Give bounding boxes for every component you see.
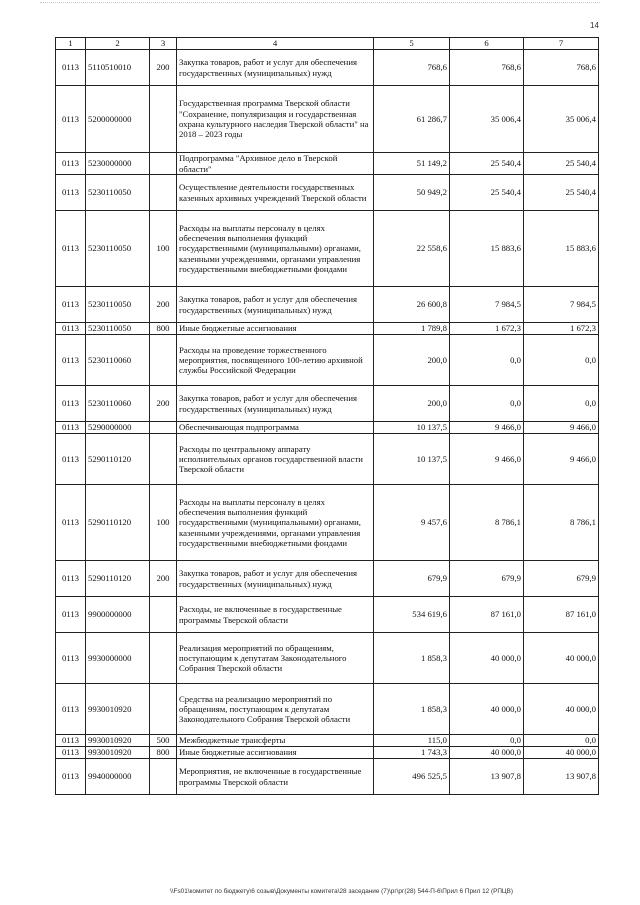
target-code-cell: 9930010920 [86, 684, 150, 735]
section-code-cell: 0113 [56, 287, 86, 323]
section-code-cell: 0113 [56, 153, 86, 175]
expense-type-cell [150, 597, 177, 633]
table-row [56, 287, 599, 323]
target-code-cell: 5230110060 [86, 386, 150, 422]
amount-cell: 87 161,0 [524, 597, 599, 633]
section-code-cell: 0113 [56, 747, 86, 759]
amount-cell: 200,0 [374, 335, 450, 386]
item-name-cell: Иные бюджетные ассигнования [177, 323, 374, 335]
expense-type-cell [150, 633, 177, 684]
target-code-cell: 5290110120 [86, 561, 150, 597]
column-header: 2 [86, 38, 150, 50]
expense-type-cell: 100 [150, 211, 177, 287]
target-code-cell: 5230110050 [86, 211, 150, 287]
amount-cell: 768,6 [374, 50, 450, 86]
amount-cell: 0,0 [450, 386, 524, 422]
table-row [56, 633, 599, 684]
table-row [56, 335, 599, 386]
section-code-cell: 0113 [56, 211, 86, 287]
amount-cell: 40 000,0 [524, 684, 599, 735]
table-row [56, 597, 599, 633]
amount-cell: 9 466,0 [524, 422, 599, 434]
table-row [56, 211, 599, 287]
amount-cell: 13 907,8 [524, 759, 599, 795]
amount-cell: 0,0 [524, 735, 599, 747]
amount-cell: 9 457,6 [374, 485, 450, 561]
amount-cell: 9 466,0 [524, 434, 599, 485]
expense-type-cell [150, 684, 177, 735]
target-code-cell: 5230110050 [86, 287, 150, 323]
amount-cell: 40 000,0 [450, 684, 524, 735]
item-name-cell: Подпрограмма "Архивное дело в Тверской области" [177, 153, 374, 175]
section-code-cell: 0113 [56, 684, 86, 735]
expense-type-cell [150, 422, 177, 434]
target-code-cell: 5290000000 [86, 422, 150, 434]
section-code-cell: 0113 [56, 597, 86, 633]
item-name-cell: Обеспечивающая подпрограмма [177, 422, 374, 434]
table-body [56, 50, 599, 795]
expense-type-cell [150, 759, 177, 795]
amount-cell: 25 540,4 [450, 175, 524, 211]
table-row [56, 759, 599, 795]
footer-file-path: \\Fs01\комитет по бюджету\6 созыв\Документы комитета\28 заседание (7)\рг\рг(28) 544-П-6\Прил 6 Прил 12 (РПЦВ) [170, 888, 514, 895]
target-code-cell: 5290110120 [86, 485, 150, 561]
column-header: 7 [524, 38, 599, 50]
amount-cell: 7 984,5 [524, 287, 599, 323]
expense-type-cell: 200 [150, 386, 177, 422]
item-name-cell: Закупка товаров, работ и услуг для обеспечения государственных (муниципальных) нужд [177, 50, 374, 86]
amount-cell: 1 858,3 [374, 633, 450, 684]
target-code-cell: 5200000000 [86, 86, 150, 153]
target-code-cell: 5230110060 [86, 335, 150, 386]
item-name-cell: Закупка товаров, работ и услуг для обеспечения государственных (муниципальных) нужд [177, 287, 374, 323]
target-code-cell: 9930000000 [86, 633, 150, 684]
table-row [56, 747, 599, 759]
item-name-cell: Мероприятия, не включенные в государственные программы Тверской области [177, 759, 374, 795]
target-code-cell: 5110510010 [86, 50, 150, 86]
item-name-cell: Межбюджетные трансферты [177, 735, 374, 747]
expense-type-cell [150, 153, 177, 175]
amount-cell: 0,0 [450, 335, 524, 386]
expense-type-cell: 200 [150, 561, 177, 597]
amount-cell: 61 286,7 [374, 86, 450, 153]
item-name-cell: Средства на реализацию мероприятий по обращениям, поступающим к депутатам Законодательного Собрания Тверской области [177, 684, 374, 735]
expense-type-cell: 800 [150, 747, 177, 759]
amount-cell: 9 466,0 [450, 434, 524, 485]
amount-cell: 0,0 [524, 335, 599, 386]
amount-cell: 1 743,3 [374, 747, 450, 759]
table-row [56, 86, 599, 153]
section-code-cell: 0113 [56, 335, 86, 386]
table-row [56, 434, 599, 485]
table-row [56, 485, 599, 561]
amount-cell: 534 619,6 [374, 597, 450, 633]
table-row [56, 175, 599, 211]
table-row [56, 684, 599, 735]
section-code-cell: 0113 [56, 386, 86, 422]
item-name-cell: Иные бюджетные ассигнования [177, 747, 374, 759]
amount-cell: 768,6 [450, 50, 524, 86]
expense-type-cell [150, 175, 177, 211]
item-name-cell: Закупка товаров, работ и услуг для обеспечения государственных (муниципальных) нужд [177, 561, 374, 597]
target-code-cell: 9940000000 [86, 759, 150, 795]
amount-cell: 7 984,5 [450, 287, 524, 323]
section-code-cell: 0113 [56, 422, 86, 434]
table-header-row [56, 38, 599, 50]
table-row [56, 422, 599, 434]
expense-type-cell: 500 [150, 735, 177, 747]
amount-cell: 35 006,4 [524, 86, 599, 153]
section-code-cell: 0113 [56, 434, 86, 485]
amount-cell: 679,9 [450, 561, 524, 597]
section-code-cell: 0113 [56, 485, 86, 561]
item-name-cell: Расходы, не включенные в государственные программы Тверской области [177, 597, 374, 633]
table-row [56, 153, 599, 175]
item-name-cell: Расходы по центральному аппарату исполнительных органов государственной власти Тверской области [177, 434, 374, 485]
expense-type-cell [150, 434, 177, 485]
scan-artifact [40, 2, 600, 13]
column-header: 3 [150, 38, 177, 50]
amount-cell: 679,9 [374, 561, 450, 597]
table-row [56, 386, 599, 422]
item-name-cell: Реализация мероприятий по обращениям, поступающим к депутатам Законодательного Собрания Тверской области [177, 633, 374, 684]
amount-cell: 50 949,2 [374, 175, 450, 211]
item-name-cell: Расходы на проведение торжественного мероприятия, посвященного 100-летию архивной службы Российской Федерации [177, 335, 374, 386]
target-code-cell: 5230000000 [86, 153, 150, 175]
table-row [56, 561, 599, 597]
column-header: 6 [450, 38, 524, 50]
amount-cell: 51 149,2 [374, 153, 450, 175]
amount-cell: 10 137,5 [374, 434, 450, 485]
amount-cell: 40 000,0 [450, 747, 524, 759]
amount-cell: 87 161,0 [450, 597, 524, 633]
amount-cell: 40 000,0 [524, 633, 599, 684]
amount-cell: 0,0 [450, 735, 524, 747]
amount-cell: 10 137,5 [374, 422, 450, 434]
table-row [56, 323, 599, 335]
amount-cell: 15 883,6 [524, 211, 599, 287]
target-code-cell: 9930010920 [86, 747, 150, 759]
amount-cell: 768,6 [524, 50, 599, 86]
page-number: 14 [590, 21, 599, 30]
item-name-cell: Закупка товаров, работ и услуг для обеспечения государственных (муниципальных) нужд [177, 386, 374, 422]
item-name-cell: Государственная программа Тверской области "Сохранение, популяризация и государственная охрана культурного наследия Тверской области" на 2018 – 2023 годы [177, 86, 374, 153]
column-header: 5 [374, 38, 450, 50]
column-header: 1 [56, 38, 86, 50]
amount-cell: 22 558,6 [374, 211, 450, 287]
item-name-cell: Расходы на выплаты персоналу в целях обеспечения выполнения функций государственными (муниципальными) органами, казенными учреждениями, органами управления государственными внебюджетными фондами [177, 485, 374, 561]
amount-cell: 1 789,8 [374, 323, 450, 335]
expense-type-cell: 100 [150, 485, 177, 561]
amount-cell: 25 540,4 [524, 153, 599, 175]
amount-cell: 40 000,0 [524, 747, 599, 759]
item-name-cell: Расходы на выплаты персоналу в целях обеспечения выполнения функций государственными (муниципальными) органами, казенными учреждениями, органами управления государственными внебюджетными фондами [177, 211, 374, 287]
column-header: 4 [177, 38, 374, 50]
expense-type-cell: 200 [150, 287, 177, 323]
section-code-cell: 0113 [56, 735, 86, 747]
target-code-cell: 5290110120 [86, 434, 150, 485]
target-code-cell: 5230110050 [86, 175, 150, 211]
expense-type-cell: 800 [150, 323, 177, 335]
section-code-cell: 0113 [56, 561, 86, 597]
amount-cell: 115,0 [374, 735, 450, 747]
expense-type-cell [150, 86, 177, 153]
amount-cell: 1 858,3 [374, 684, 450, 735]
budget-table [55, 37, 599, 795]
amount-cell: 0,0 [524, 386, 599, 422]
amount-cell: 8 786,1 [450, 485, 524, 561]
amount-cell: 1 672,3 [450, 323, 524, 335]
section-code-cell: 0113 [56, 323, 86, 335]
amount-cell: 35 006,4 [450, 86, 524, 153]
amount-cell: 25 540,4 [450, 153, 524, 175]
section-code-cell: 0113 [56, 633, 86, 684]
section-code-cell: 0113 [56, 50, 86, 86]
amount-cell: 679,9 [524, 561, 599, 597]
target-code-cell: 9900000000 [86, 597, 150, 633]
table-row [56, 50, 599, 86]
section-code-cell: 0113 [56, 175, 86, 211]
amount-cell: 8 786,1 [524, 485, 599, 561]
amount-cell: 200,0 [374, 386, 450, 422]
item-name-cell: Осуществление деятельности государственных казенных архивных учреждений Тверской области [177, 175, 374, 211]
section-code-cell: 0113 [56, 86, 86, 153]
amount-cell: 13 907,8 [450, 759, 524, 795]
expense-type-cell: 200 [150, 50, 177, 86]
section-code-cell: 0113 [56, 759, 86, 795]
amount-cell: 496 525,5 [374, 759, 450, 795]
table-row [56, 735, 599, 747]
expense-type-cell [150, 335, 177, 386]
amount-cell: 40 000,0 [450, 633, 524, 684]
amount-cell: 1 672,3 [524, 323, 599, 335]
amount-cell: 25 540,4 [524, 175, 599, 211]
target-code-cell: 5230110050 [86, 323, 150, 335]
amount-cell: 26 600,8 [374, 287, 450, 323]
amount-cell: 9 466,0 [450, 422, 524, 434]
target-code-cell: 9930010920 [86, 735, 150, 747]
amount-cell: 15 883,6 [450, 211, 524, 287]
